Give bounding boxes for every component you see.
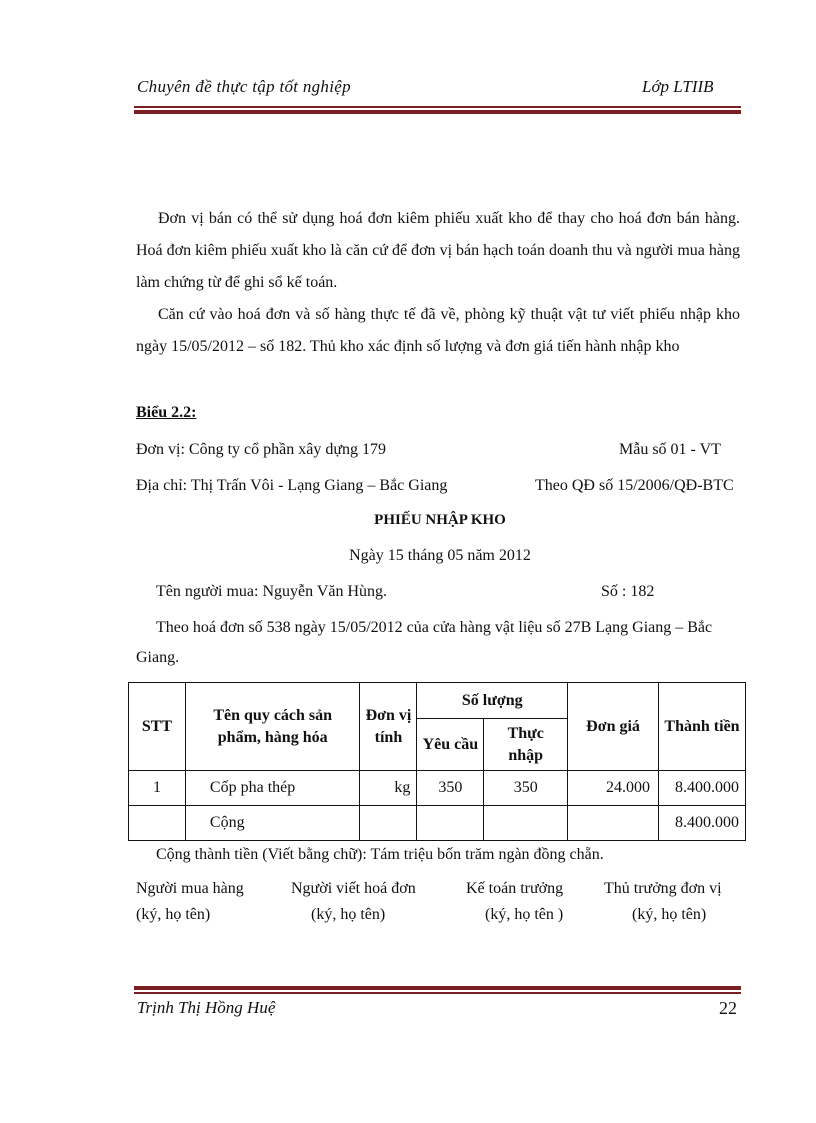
cell-actual: 350 [484, 771, 568, 806]
cell-unit: kg [360, 771, 417, 806]
cell-price: 24.000 [568, 771, 659, 806]
form-number: Mẫu số 01 - VT [619, 441, 721, 458]
footer-rule-thick [134, 986, 741, 990]
form-label: Biểu 2.2: [136, 404, 197, 421]
signature-accountant-role: Kế toán trưởng [466, 880, 564, 897]
total-amount: 8.400.000 [658, 806, 745, 841]
buyer-name: Tên người mua: Nguyễn Văn Hùng. [156, 583, 388, 600]
unit-name: Đơn vị: Công ty cổ phần xây dựng 179 [136, 441, 386, 458]
signature-buyer-role: Người mua hàng [136, 880, 244, 897]
signature-issuer-role: Người viết hoá đơn [291, 880, 416, 897]
signature-director-note: (ký, họ tên) [632, 906, 707, 923]
total-row [129, 806, 746, 841]
cell-stt: 1 [129, 771, 186, 806]
form-title: PHIẾU NHẬP KHO [374, 512, 506, 528]
header-actual: Thực nhập [484, 719, 568, 771]
cell-requested: 350 [417, 771, 484, 806]
signature-issuer-note: (ký, họ tên) [311, 906, 386, 923]
paragraph-1: Đơn vị bán có thể sử dụng hoá đơn kiêm phiếu xuất kho để thay cho hoá đơn bán hàng. Hoá đơn kiêm phiếu xuất kho là căn cứ để đơn vị bán hạch toán doanh thu và người mua hàng làm chứng từ để ghi sổ kế toán. [136, 210, 740, 291]
header-quantity: Số lượng [417, 683, 568, 719]
decision-ref: Theo QĐ số 15/2006/QĐ-BTC [535, 477, 734, 494]
header-unit: Đơn vị tính [360, 683, 417, 771]
header-rule-thin [134, 106, 741, 108]
header-requested: Yêu cầu [417, 719, 484, 771]
total-label: Cộng [185, 806, 360, 841]
slip-number: Số : 182 [601, 583, 655, 600]
header-class: Lớp LTIIB [642, 77, 714, 96]
footer-rule-thin [134, 992, 741, 994]
signature-director-role: Thủ trưởng đơn vị [604, 880, 722, 897]
unit-address: Địa chỉ: Thị Trấn Vôi - Lạng Giang – Bắc Giang [136, 477, 448, 494]
cell-name: Cốp pha thép [185, 771, 360, 806]
amount-in-words: Cộng thành tiền (Viết bằng chữ): Tám triệu bốn trăm ngàn đồng chẵn. [156, 846, 604, 863]
form-date: Ngày 15 tháng 05 năm 2012 [349, 547, 531, 564]
header-stt: STT [129, 683, 186, 771]
signature-accountant-note: (ký, họ tên ) [485, 906, 564, 923]
invoice-line-1: Theo hoá đơn số 538 ngày 15/05/2012 của cửa hàng vật liệu số 27B Lạng Giang – Bắc [156, 619, 713, 636]
header-price: Đơn giá [568, 683, 659, 771]
cell-amount: 8.400.000 [658, 771, 745, 806]
paragraph-2: Căn cứ vào hoá đơn và số hàng thực tế đã về, phòng kỹ thuật vật tư viết phiếu nhập kho ngày 15/05/2012 – số 182. Thủ kho xác định số lượng và đơn giá tiến hành nhập kho [136, 306, 740, 355]
goods-receipt-table [128, 682, 746, 841]
signature-buyer-note: (ký, họ tên) [136, 906, 211, 923]
header-rule-thick [134, 110, 741, 114]
header-name: Tên quy cách sản phẩm, hàng hóa [185, 683, 360, 771]
table-row [129, 771, 746, 806]
header-title: Chuyên đề thực tập tốt nghiệp [137, 77, 351, 96]
page-number: 22 [719, 998, 737, 1018]
footer-author: Trịnh Thị Hồng Huệ [137, 998, 276, 1017]
header-amount: Thành tiền [658, 683, 745, 771]
invoice-line-2: Giang. [136, 649, 180, 666]
